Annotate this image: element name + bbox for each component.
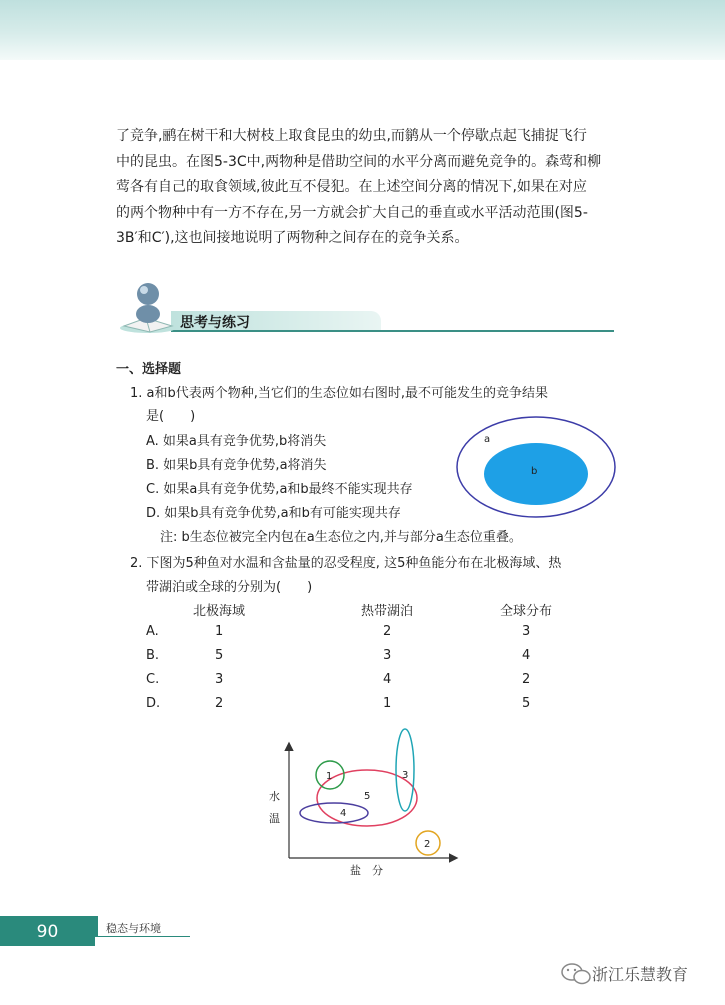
q1-option-c: C. 如果a具有竞争优势,a和b最终不能实现共存 <box>146 482 413 497</box>
fish-1-label: 1 <box>326 771 333 782</box>
table-cell: 1 <box>215 624 224 639</box>
table-cell: 4 <box>522 648 531 663</box>
paragraph-line: 3B′和C′),这也间接地说明了两物种之间存在的竞争关系。 <box>116 230 469 246</box>
paragraph-line: 莺各有自己的取食领域,彼此互不侵犯。在上述空间分离的情况下,如果在对应 <box>116 179 587 195</box>
paragraph-line: 的两个物种中有一方不存在,另一方就会扩大自己的垂直或水平活动范围(图5- <box>116 204 588 221</box>
footer-section-title: 稳态与环境 <box>106 922 161 935</box>
table-cell: 5 <box>522 696 531 711</box>
x-axis-label: 盐 分 <box>350 864 383 877</box>
fish-5-label: 5 <box>364 791 371 802</box>
table-cell: 1 <box>383 696 392 711</box>
y-axis-label: 温 <box>269 812 280 825</box>
niche-figure <box>452 412 620 522</box>
table-row-label: C. <box>146 672 160 687</box>
think-title: 思考与练习 <box>180 315 250 331</box>
table-row-label: A. <box>146 624 159 639</box>
table-cell: 4 <box>383 672 392 687</box>
think-practice-header <box>116 276 614 338</box>
fish-tolerance-figure <box>260 722 470 882</box>
paragraph-line: 了竞争,鹂在树干和大树枝上取食昆虫的幼虫,而鹟从一个停歇点起飞捕捉飞行 <box>116 128 587 144</box>
q1-option-b: B. 如果b具有竞争优势,a将消失 <box>146 458 327 473</box>
section-heading: 一、选择题 <box>116 362 182 377</box>
q1-stem: 1. a和b代表两个物种,当它们的生态位如右图时,最不可能发生的竞争结果 <box>130 386 549 401</box>
footer-rule <box>95 936 190 937</box>
table-cell: 2 <box>522 672 531 687</box>
table-cell: 2 <box>383 624 392 639</box>
table-cell: 3 <box>522 624 531 639</box>
page-number: 90 <box>36 922 59 942</box>
fish-2-label: 2 <box>424 839 431 850</box>
table-row-label: D. <box>146 696 161 711</box>
niche-a-label: a <box>484 434 491 445</box>
niche-b-label: b <box>531 466 538 477</box>
table-row-label: B. <box>146 648 160 663</box>
fish-3-label: 3 <box>402 770 409 781</box>
fish-4-label: 4 <box>340 808 347 819</box>
fish-4-ellipse <box>300 803 368 823</box>
reading-mascot-icon <box>116 276 180 334</box>
body-paragraph <box>116 124 616 252</box>
table-header-tropical: 热带湖泊 <box>361 604 414 619</box>
footer-accent <box>95 916 98 937</box>
table-cell: 5 <box>215 648 224 663</box>
watermark-text: 浙江乐慧教育 <box>592 965 689 984</box>
q1-option-a: A. 如果a具有竞争优势,b将消失 <box>146 434 327 449</box>
table-cell: 3 <box>215 672 224 687</box>
header-band <box>0 0 725 60</box>
q2-stem: 2. 下图为5种鱼对水温和含盐量的忍受程度, 这5种鱼能分布在北极海域、热 <box>130 556 562 571</box>
q1-note: 注: b生态位被完全内包在a生态位之内,并与部分a生态位重叠。 <box>160 530 522 545</box>
table-cell: 3 <box>383 648 392 663</box>
y-axis-label: 水 <box>269 790 280 803</box>
q2-stem-cont: 带湖泊或全球的分别为( ) <box>146 580 313 595</box>
paragraph-line: 中的昆虫。在图5-3C中,两物种是借助空间的水平分离而避免竞争的。森莺和柳 <box>116 153 602 170</box>
table-header-arctic: 北极海域 <box>193 604 246 619</box>
q1-option-d: D. 如果b具有竞争优势,a和b有可能实现共存 <box>146 506 401 521</box>
table-cell: 2 <box>215 696 224 711</box>
q1-stem-cont: 是( ) <box>146 409 196 424</box>
table-header-global: 全球分布 <box>500 604 553 619</box>
